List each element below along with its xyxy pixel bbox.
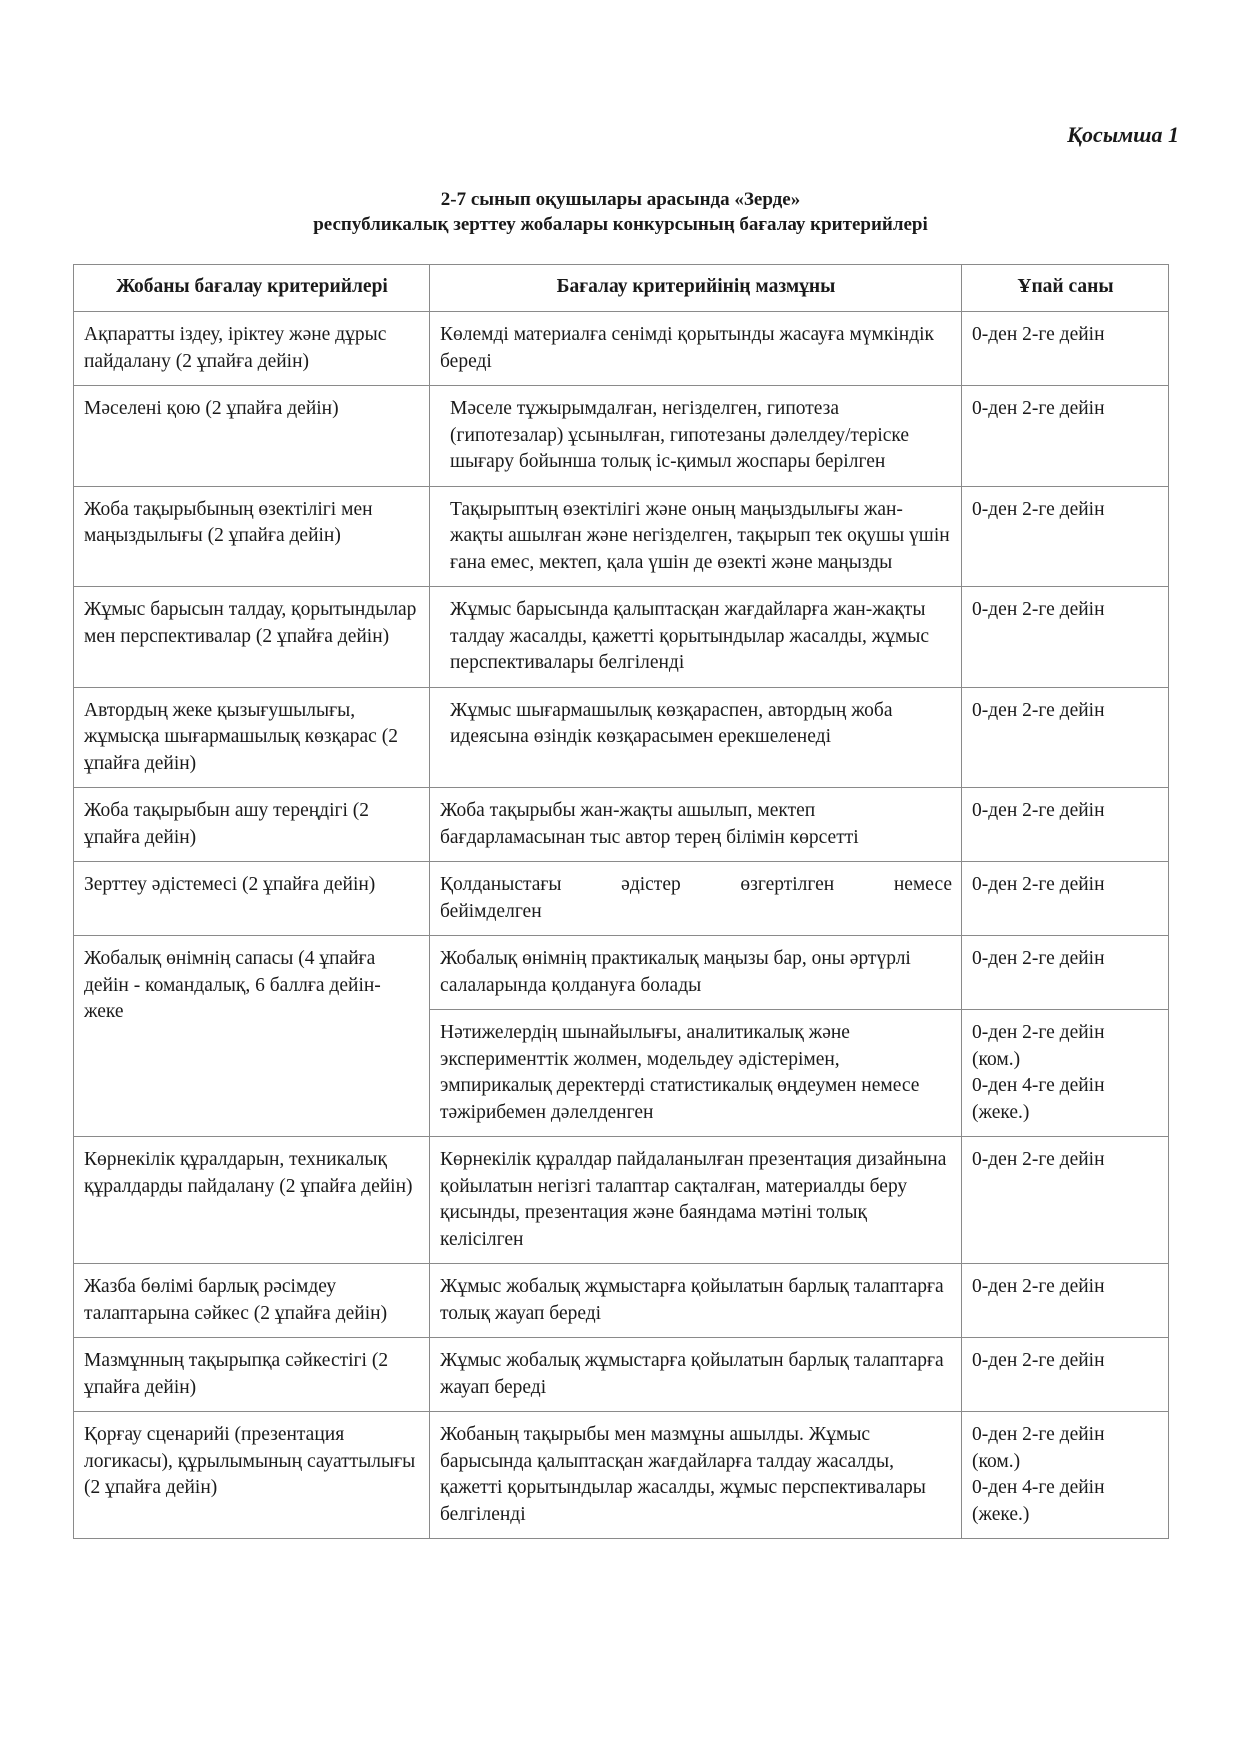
criterion-cell: Мазмұнның тақырыпқа сәйкестігі (2 ұпайға дейін) [74, 1338, 430, 1412]
points-cell: 0-ден 2-ге дейін [962, 486, 1169, 587]
table-row [74, 386, 1169, 487]
content-cell: Жұмыс жобалық жұмыстарға қойылатын барлық талаптарға жауап береді [430, 1338, 962, 1412]
table-row [74, 1338, 1169, 1412]
points-line: 0-ден 2-ге дейін [972, 1424, 1105, 1445]
criterion-cell: Қорғау сценарийі (презентация логикасы), құрылымының сауаттылығы (2 ұпайға дейін) [74, 1412, 430, 1539]
title-line-1: 2-7 сынып оқушылары арасында «Зерде» [440, 189, 801, 210]
points-cell: 0-ден 2-ге дейін [962, 386, 1169, 487]
points-cell [962, 1010, 1169, 1137]
criterion-cell: Жоба тақырыбының өзектілігі мен маңыздылығы (2 ұпайға дейін) [74, 486, 430, 587]
points-cell: 0-ден 2-ге дейін [962, 312, 1169, 386]
points-line: 0-ден 2-ге дейін [972, 1022, 1105, 1043]
header-points: Ұпай саны [962, 265, 1169, 312]
points-line: (ком.) [972, 1048, 1021, 1070]
criterion-cell: Жоба тақырыбын ашу тереңдігі (2 ұпайға дейін) [74, 788, 430, 862]
header-content: Бағалау критерийінің мазмұны [430, 265, 962, 312]
points-cell: 0-ден 2-ге дейін [962, 1338, 1169, 1412]
points-cell: 0-ден 2-ге дейін [962, 788, 1169, 862]
points-cell: 0-ден 2-ге дейін [962, 862, 1169, 936]
table-row [74, 862, 1169, 936]
table-row [74, 936, 1169, 1010]
content-cell: Жобалық өнімнің практикалық маңызы бар, оны әртүрлі салаларында қолдануға болады [430, 936, 962, 1010]
criterion-cell: Көрнекілік құралдарын, техникалық құралдарды пайдалану (2 ұпайға дейін) [74, 1137, 430, 1264]
content-cell: Жұмыс шығармашылық көзқараспен, автордың жоба идеясына өзіндік көзқарасымен ерекшеленеді [430, 687, 962, 788]
header-criteria: Жобаны бағалау критерийлері [74, 265, 430, 312]
points-line: 0-ден 4-ге дейін [972, 1075, 1105, 1096]
content-cell: Көрнекілік құралдар пайдаланылған презентация дизайнына қойылатын негізгі талаптар сақталған, материалды беру қисынды, презентация және баяндама мәтіні толық келісілген [430, 1137, 962, 1264]
table-row [74, 1264, 1169, 1338]
points-cell: 0-ден 2-ге дейін [962, 587, 1169, 688]
content-cell: Көлемді материалға сенімді қорытынды жасауға мүмкіндік береді [430, 312, 962, 386]
document-title [0, 187, 1241, 237]
points-cell [962, 1412, 1169, 1539]
table-header-row [74, 265, 1169, 312]
table-row [74, 587, 1169, 688]
criterion-cell: Жұмыс барысын талдау, қорытындылар мен перспективалар (2 ұпайға дейін) [74, 587, 430, 688]
title-line-2: республикалық зерттеу жобалары конкурсының бағалау критерийлері [313, 214, 928, 235]
criterion-cell: Жазба бөлімі барлық рәсімдеу талаптарына сәйкес (2 ұпайға дейін) [74, 1264, 430, 1338]
content-cell: Жұмыс барысында қалыптасқан жағдайларға жан-жақты талдау жасалды, қажетті қорытындылар жасалды, жұмыс перспективалары белгіленді [430, 587, 962, 688]
criterion-cell: Мәселені қою (2 ұпайға дейін) [74, 386, 430, 487]
content-cell: Жобаның тақырыбы мен мазмұны ашылды. Жұмыс барысында қалыптасқан жағдайларға талдау жасалды, қажетті қорытындылар жасалды, жұмыс перспективалары белгіленді [430, 1412, 962, 1539]
content-cell: Жұмыс жобалық жұмыстарға қойылатын барлық талаптарға толық жауап береді [430, 1264, 962, 1338]
criterion-cell: Зерттеу әдістемесі (2 ұпайға дейін) [74, 862, 430, 936]
points-line: (ком.) [972, 1450, 1021, 1472]
points-cell: 0-ден 2-ге дейін [962, 1137, 1169, 1264]
criterion-cell: Ақпаратты іздеу, іріктеу және дұрыс пайдалану (2 ұпайға дейін) [74, 312, 430, 386]
content-cell: Мәселе тұжырымдалған, негізделген, гипотеза (гипотезалар) ұсынылған, гипотезаны дәлелдеу/теріске шығару бойынша толық іс-қимыл жоспары берілген [430, 386, 962, 487]
criterion-cell: Автордың жеке қызығушылығы, жұмысқа шығармашылық көзқарас (2 ұпайға дейін) [74, 687, 430, 788]
table-row [74, 687, 1169, 788]
content-line: Қолданыстағы әдістер өзгертілген немесе [440, 874, 952, 895]
criteria-table [73, 264, 1169, 1539]
table-row [74, 1137, 1169, 1264]
table-row [74, 788, 1169, 862]
points-line: (жеке.) [972, 1101, 1030, 1123]
points-line: 0-ден 4-ге дейін [972, 1477, 1105, 1498]
content-line: бейімделген [440, 900, 542, 922]
points-cell: 0-ден 2-ге дейін [962, 1264, 1169, 1338]
content-cell: Жоба тақырыбы жан-жақты ашылып, мектеп бағдарламасынан тыс автор терең білімін көрсетті [430, 788, 962, 862]
table-row [74, 486, 1169, 587]
content-cell: Нәтижелердің шынайылығы, аналитикалық және эксперименттік жолмен, модельдеу әдістерімен, эмпирикалық деректерді статистикалық өңдеумен немесе тәжірибемен дәлелденген [430, 1010, 962, 1137]
content-cell [430, 862, 962, 936]
points-cell: 0-ден 2-ге дейін [962, 687, 1169, 788]
table-row [74, 312, 1169, 386]
points-line: (жеке.) [972, 1503, 1030, 1525]
content-cell: Тақырыптың өзектілігі және оның маңыздылығы жан-жақты ашылған және негізделген, тақырып тек оқушы үшін ғана емес, мектеп, қала үшін де өзекті және маңызды [430, 486, 962, 587]
table-row [74, 1412, 1169, 1539]
appendix-label: Қосымша 1 [1067, 122, 1179, 147]
points-cell: 0-ден 2-ге дейін [962, 936, 1169, 1010]
criterion-cell: Жобалық өнімнің сапасы (4 ұпайға дейін - командалық, 6 баллға дейін-жеке [74, 936, 430, 1137]
